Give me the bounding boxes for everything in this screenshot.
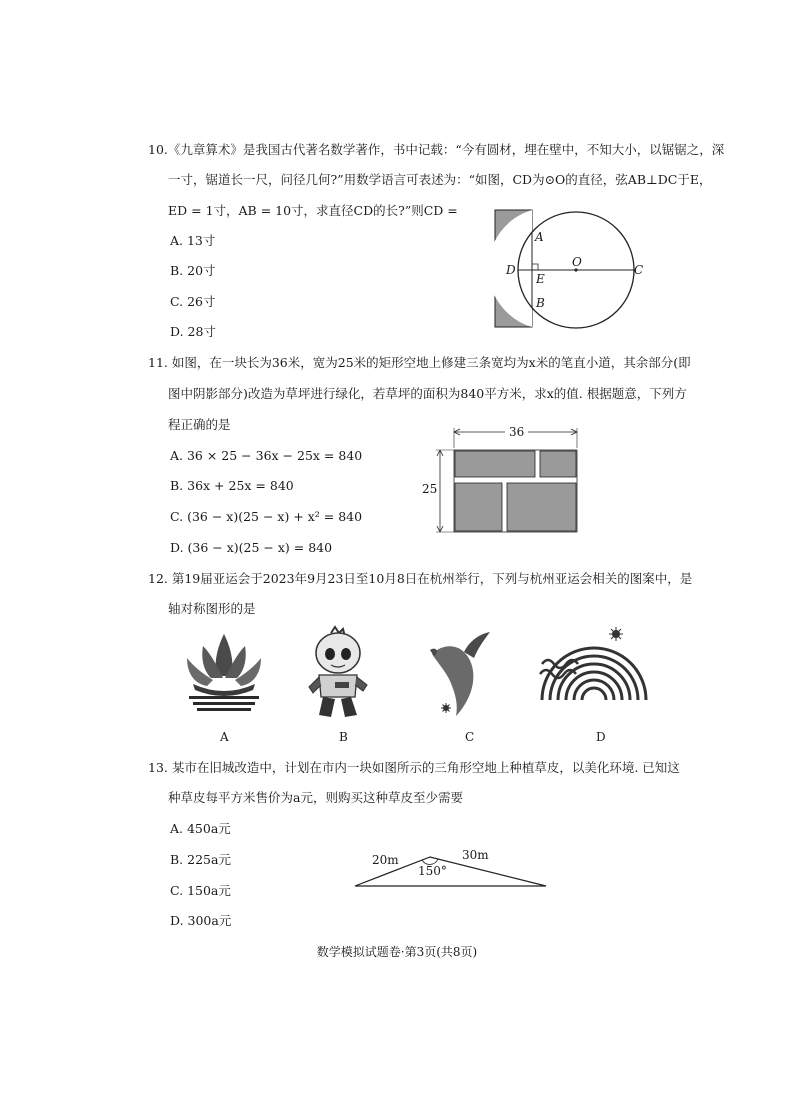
q13-option-b: B. 225a元 bbox=[170, 852, 231, 867]
caption-b: B bbox=[339, 730, 348, 744]
lawn-bottom-left bbox=[455, 483, 502, 531]
q13-line-1: 13. 某市在旧城改造中，计划在市内一块如图所示的三角形空地上种植草皮，以美化环境. 已知这 bbox=[148, 760, 680, 775]
q13-option-c: C. 150a元 bbox=[170, 883, 231, 898]
q12-line-1: 12. 第19届亚运会于2023年9月23日至10月8日在杭州举行，下列与杭州亚运会相关的图案中，是 bbox=[148, 571, 693, 586]
q10-option-a: A. 13寸 bbox=[170, 233, 216, 248]
label-o: O bbox=[572, 255, 582, 269]
caption-d: D bbox=[596, 730, 606, 744]
label-b: B bbox=[536, 296, 545, 310]
q11-option-c: C. (36 − x)(25 − x) + x² = 840 bbox=[170, 509, 363, 524]
page-footer: 数学模拟试题卷·第3页(共8页) bbox=[316, 945, 478, 959]
side-20m-label: 20m bbox=[372, 853, 399, 867]
lawn-top-right bbox=[540, 451, 576, 477]
height-label: 25 bbox=[422, 482, 438, 496]
lotus-emblem-image bbox=[183, 628, 265, 718]
dolphin-image bbox=[426, 628, 496, 718]
angle-150-label: 150° bbox=[418, 864, 447, 878]
lawn-bottom-right bbox=[507, 483, 576, 531]
q11-line-2: 图中阴影部分)改造为草坪进行绿化，若草坪的面积为840平方米，求x的值. 根据题意，下列方 bbox=[168, 386, 687, 401]
q13-option-d: D. 300a元 bbox=[170, 913, 232, 928]
rainbow-pattern-image bbox=[536, 624, 648, 718]
q13-line-2: 种草皮每平方米售价为a元，则购买这种草皮至少需要 bbox=[168, 790, 463, 805]
q11-line-3: 程正确的是 bbox=[168, 417, 231, 432]
width-label: 36 bbox=[505, 425, 528, 439]
q11-line-1: 11. 如图，在一块长为36米，宽为25米的矩形空地上修建三条宽均为x米的笔直小道，其余部分(即 bbox=[148, 355, 691, 370]
q11-option-d: D. (36 − x)(25 − x) = 840 bbox=[170, 540, 333, 555]
q11-option-b: B. 36x + 25x = 840 bbox=[170, 478, 294, 493]
q10-option-c: C. 26寸 bbox=[170, 294, 216, 309]
lawn-top-left bbox=[455, 451, 535, 477]
q10-line-3: ED = 1寸，AB = 10寸，求直径CD的长?”则CD = bbox=[168, 203, 458, 218]
q10-option-b: B. 20寸 bbox=[170, 263, 216, 278]
q13-option-a: A. 450a元 bbox=[170, 821, 231, 836]
caption-c: C bbox=[465, 730, 475, 744]
q11-lawn-figure bbox=[430, 428, 585, 538]
label-c: C bbox=[634, 263, 644, 277]
q11-option-a: A. 36 × 25 − 36x − 25x = 840 bbox=[170, 448, 363, 463]
q10-line-1: 10.《九章算术》是我国古代著名数学著作，书中记载：“今有圆材，埋在壁中，不知大小，以锯锯之，深 bbox=[148, 142, 725, 157]
mascot-image bbox=[305, 627, 371, 721]
caption-a: A bbox=[220, 730, 229, 744]
q10-option-d: D. 28寸 bbox=[170, 324, 216, 339]
label-a: A bbox=[535, 230, 544, 244]
q10-line-2: 一寸，锯道长一尺，问径几何?”用数学语言可表述为：“如图，CD为⊙O的直径，弦AB⊥DC于E， bbox=[168, 172, 712, 187]
side-30m-label: 30m bbox=[462, 848, 489, 862]
q12-line-2: 轴对称图形的是 bbox=[168, 601, 256, 616]
label-d: D bbox=[506, 263, 516, 277]
label-e: E bbox=[536, 272, 545, 286]
